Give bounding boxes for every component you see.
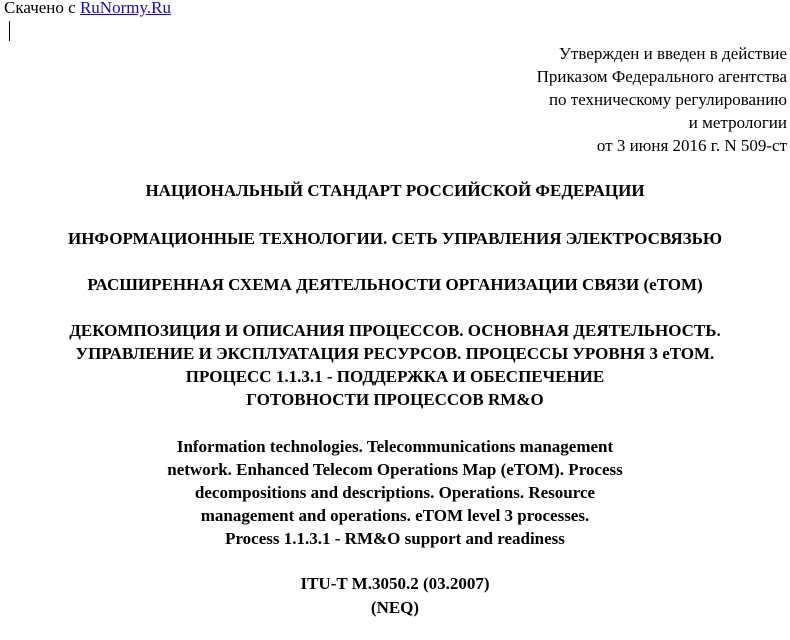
- english-title-line: network. Enhanced Telecom Operations Map (eTOM). Process: [167, 460, 623, 479]
- reference-code: ITU-T M.3050.2 (03.2007): [300, 574, 490, 593]
- etom-scheme-title: РАСШИРЕННАЯ СХЕМА ДЕЯТЕЛЬНОСТИ ОРГАНИЗАЦИИ СВЯЗИ (eTOM): [87, 275, 703, 294]
- english-title-line: Information technologies. Telecommunications management: [176, 437, 614, 456]
- decomposition-line: ПРОЦЕСС 1.1.3.1 - ПОДДЕРЖКА И ОБЕСПЕЧЕНИЕ: [185, 367, 605, 386]
- approval-line: Приказом Федерального агентства: [536, 67, 787, 86]
- national-standard-title: НАЦИОНАЛЬНЫЙ СТАНДАРТ РОССИЙСКОЙ ФЕДЕРАЦИИ: [145, 181, 645, 200]
- english-title: [0, 435, 790, 550]
- source-prefix: Скачено с: [4, 0, 76, 17]
- approval-line: по техническому регулированию: [548, 90, 787, 109]
- english-title-line: management and operations. eTOM level 3 processes.: [200, 506, 590, 525]
- reference-degree: (NEQ): [370, 598, 420, 617]
- decomposition-title: [0, 319, 790, 411]
- source-line: [4, 0, 171, 18]
- decomposition-line: ГОТОВНОСТИ ПРОЦЕССОВ RM&O: [246, 390, 544, 409]
- approval-line: и метрологии: [688, 113, 787, 132]
- reference-block: [0, 572, 790, 620]
- decomposition-line: ДЕКОМПОЗИЦИЯ И ОПИСАНИЯ ПРОЦЕССОВ. ОСНОВНАЯ ДЕЯТЕЛЬНОСТЬ.: [69, 321, 721, 340]
- approval-line: Утвержден и введен в действие: [558, 44, 787, 63]
- english-title-line: Process 1.1.3.1 - RM&O support and readiness: [225, 529, 565, 548]
- source-link[interactable]: RuNormy.Ru: [79, 0, 171, 17]
- text-cursor: [9, 21, 10, 41]
- decomposition-line: УПРАВЛЕНИЕ И ЭКСПЛУАТАЦИЯ РЕСУРСОВ. ПРОЦЕССЫ УРОВНЯ 3 eTOM.: [75, 344, 715, 363]
- approval-line: от 3 июня 2016 г. N 509-ст: [596, 136, 787, 155]
- english-title-line: decompositions and descriptions. Operations. Resource: [194, 483, 596, 502]
- it-network-title: ИНФОРМАЦИОННЫЕ ТЕХНОЛОГИИ. СЕТЬ УПРАВЛЕНИЯ ЭЛЕКТРОСВЯЗЬЮ: [67, 229, 722, 248]
- approval-block: [537, 42, 787, 157]
